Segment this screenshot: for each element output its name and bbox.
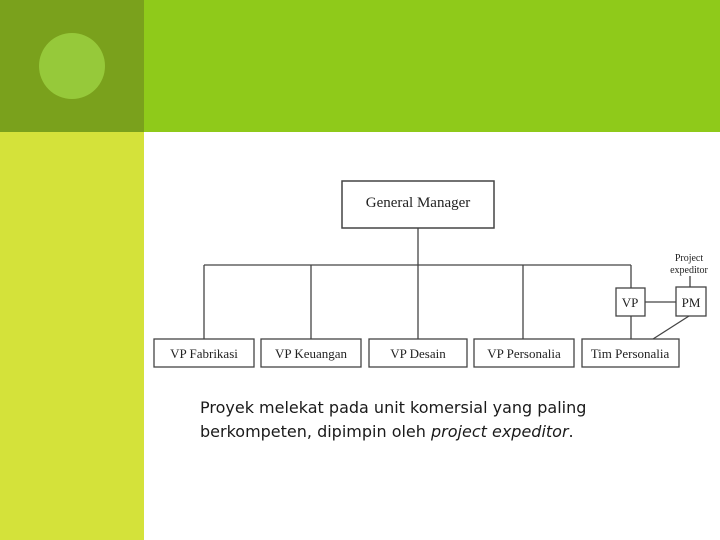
pm-label: PM [681,295,701,310]
division-label-tim-personalia: Tim Personalia [590,346,670,361]
caption-text-end: . [568,422,574,441]
pm-note-line2: expeditor [670,265,708,276]
division-label-desain: VP Desain [390,346,446,361]
caption-text-main: Proyek melekat pada unit komersial yang paling berkompeten, dipimpin oleh [200,398,587,441]
vp-label: VP [621,295,639,310]
general-manager-label: General Manager [365,195,471,211]
caption-text [200,396,670,444]
division-label-personalia: VP Personalia [487,346,561,361]
pm-note-line1: Project [674,253,704,264]
connector-lines [204,228,690,339]
division-label-fabrikasi: VP Fabrikasi [170,346,238,361]
caption-text-emphasis: project expeditor [431,422,569,441]
division-label-keuangan: VP Keuangan [274,346,348,361]
